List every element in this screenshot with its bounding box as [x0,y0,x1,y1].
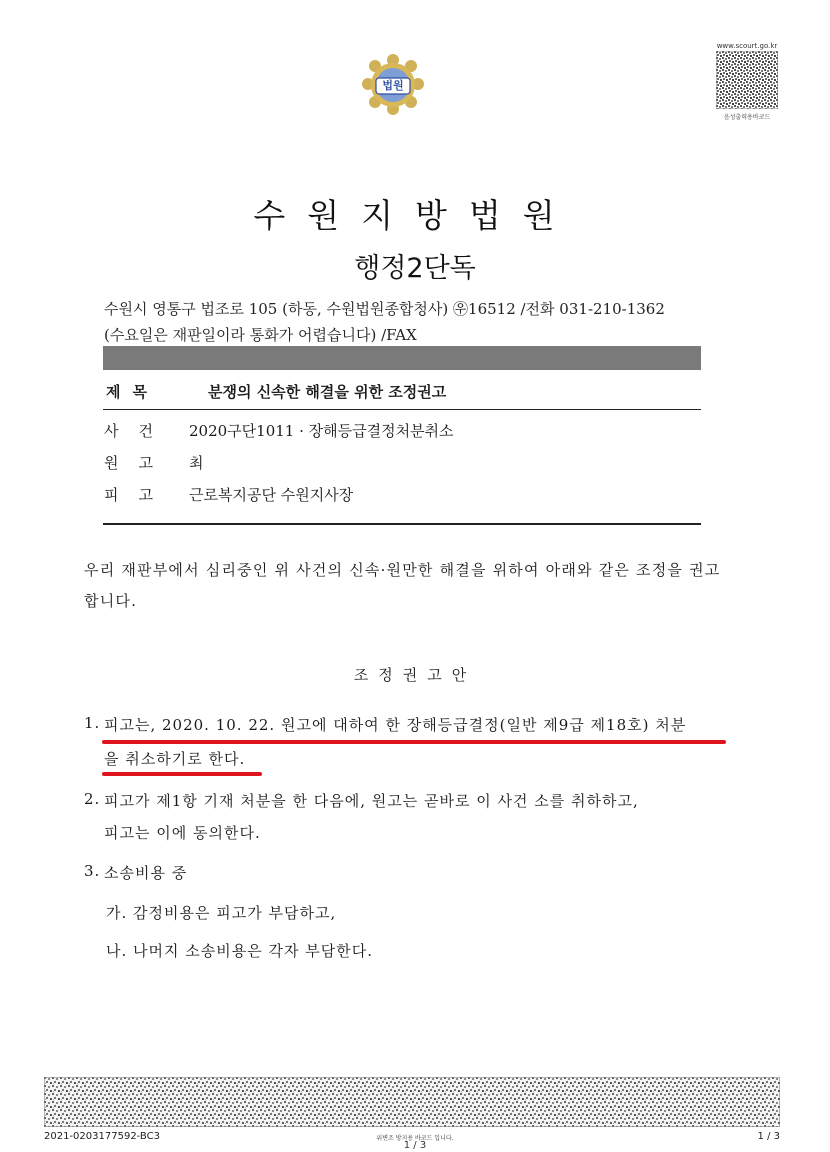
item-number: 1. [84,714,101,732]
case-label: 사건 [104,422,173,440]
division-title: 행정2단독 [354,253,476,284]
subject-text: 분쟁의 신속한 해결을 위한 조정권고 [208,383,447,401]
item-number: 3. [84,862,101,880]
qr-code [716,51,778,109]
qr-url: www.scourt.go.kr [716,42,778,50]
case-value: 2020구단1011 · 장해등급결정처분취소 [189,422,454,440]
emblem-text: 법원 [382,79,404,92]
court-phone-note: (수요일은 재판일이라 통화가 어렵습니다) /FAX [104,326,417,344]
item-2-line-1: 피고가 제1항 기재 처분을 한 다음에, 원고는 곧바로 이 사건 소를 취하하고, [104,792,639,810]
divider [103,523,701,525]
defendant-value: 근로복지공단 수원지사장 [189,486,354,504]
court-address: 수원시 영통구 법조로 105 (하동, 수원법원종합청사) ㉾16512 /전화 031-210-1362 [104,300,665,318]
highlight-underline [102,772,262,776]
section-title: 조정권고안 [353,666,477,684]
barcode-note: 위변조 방지용 바코드 입니다. [376,1135,454,1142]
document-id: 2021-0203177592-BC3 [44,1131,160,1142]
item-1-line-2: 을 취소하기로 한다. [104,750,246,768]
court-emblem [360,52,426,118]
divider [103,409,701,410]
page-number: 1 / 3 [757,1131,780,1142]
court-name: 수원지방법원 [253,196,577,235]
defendant-label: 피고 [104,486,173,504]
plaintiff-label: 원고 [104,454,173,472]
item-2-line-2: 피고는 이에 동의한다. [104,824,261,842]
barcode-icon [44,1077,780,1127]
qr-caption: 음성출력용바코드 [723,114,771,121]
item-3-sub-b: 나. 나머지 소송비용은 각자 부담한다. [106,942,373,960]
highlight-underline [102,740,726,744]
barcode-icon [716,51,778,109]
item-3-sub-a: 가. 감정비용은 피고가 부담하고, [106,904,337,922]
plaintiff-value: 최 [189,454,204,472]
redacted-bar [103,346,701,370]
page-number-center: 1 / 3 [403,1140,427,1151]
item-number: 2. [84,790,101,808]
item-3-line-1: 소송비용 중 [104,864,188,882]
subject-label: 제목 [106,383,159,401]
security-barcode [44,1077,780,1127]
intro-paragraph: 우리 재판부에서 심리중인 위 사건의 신속·원만한 해결을 위하여 아래와 같은 조정을 권고합니다. [84,561,721,610]
item-1-line-1: 피고는, 2020. 10. 22. 원고에 대하여 한 장해등급결정(일반 제9급 제18호) 처분 [104,716,687,734]
